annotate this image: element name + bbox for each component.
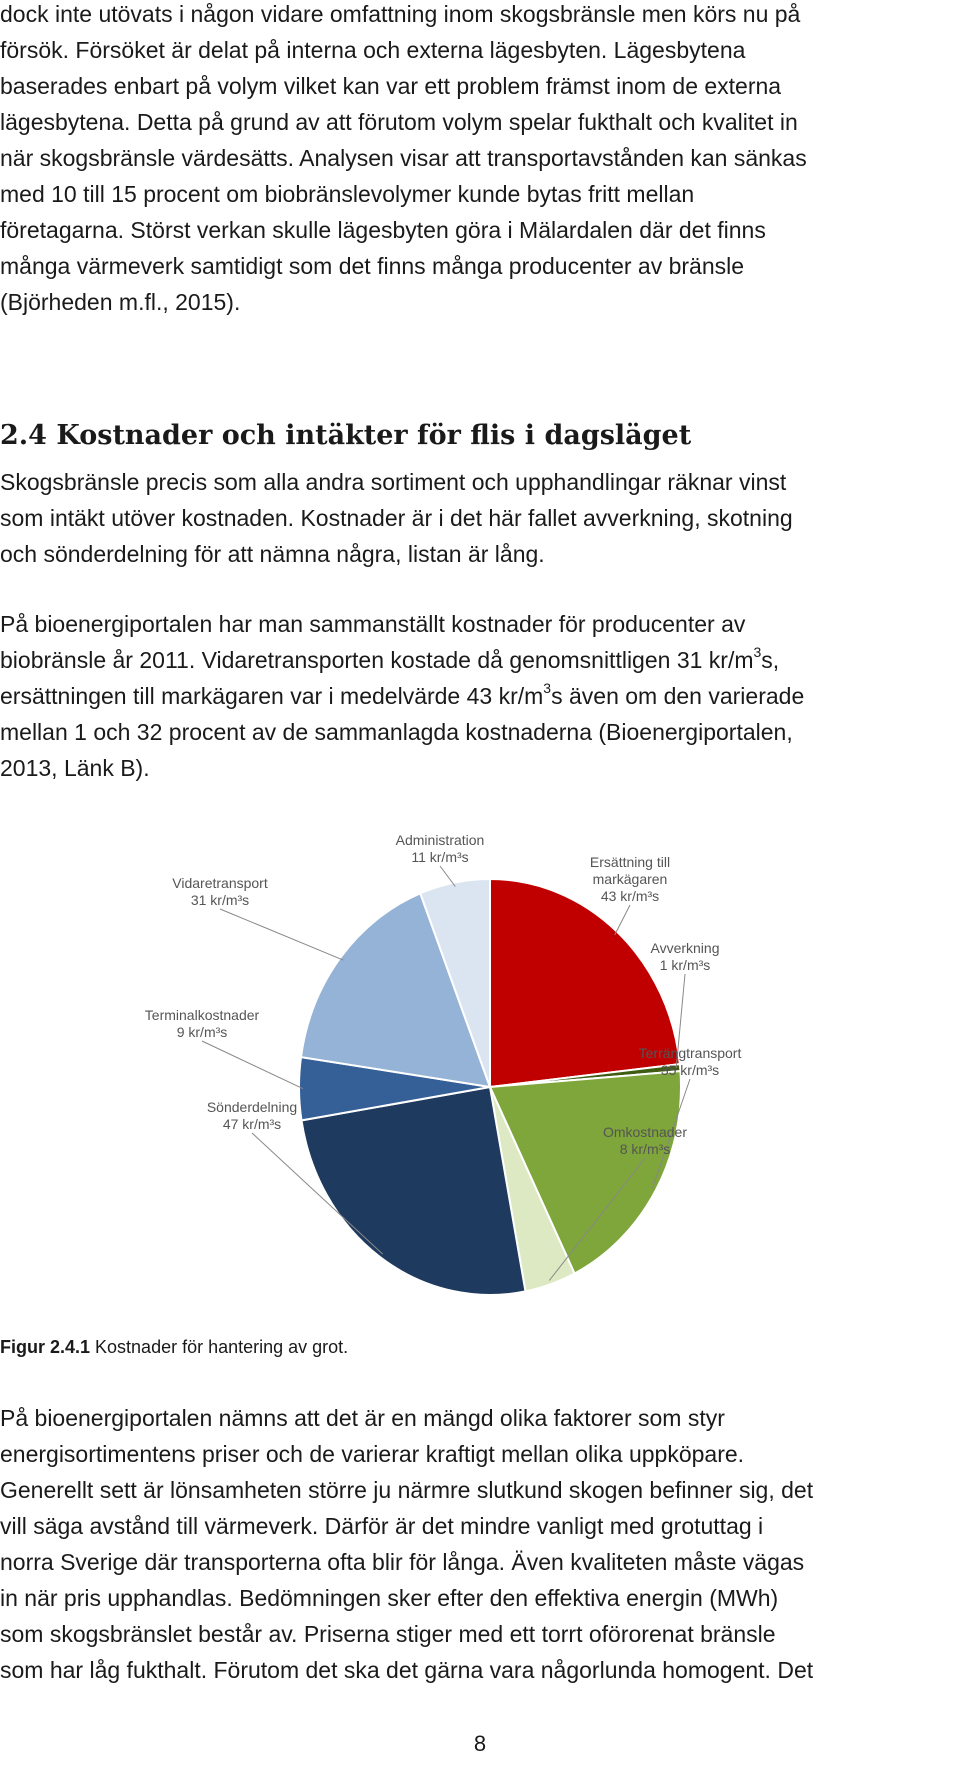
pie-slice-sonderdelning <box>301 1087 525 1295</box>
text-segment: ersättningen till markägaren var i medelvärde 43 kr/m <box>0 683 544 709</box>
figure-number: Figur 2.4.1 <box>0 1337 91 1357</box>
text-line <box>0 678 958 714</box>
cost-pie-chart <box>100 825 860 1335</box>
leader-line-ersattning <box>615 905 630 935</box>
pie-label-omkostnader: Omkostnader 8 kr/m³s <box>602 1124 688 1157</box>
leader-line-vidaretransport <box>220 909 344 960</box>
text-line: 2013, Länk B). <box>0 755 150 781</box>
page-number: 8 <box>473 1731 487 1756</box>
text-line: med 10 till 15 procent om biobränslevolymer kunde bytas fritt mellan <box>0 181 695 207</box>
text-line: när skogsbränsle värdesätts. Analysen visar att transportavstånden kan sänkas <box>0 145 807 171</box>
superscript: 3 <box>543 680 552 697</box>
text-line: mellan 1 och 32 procent av de sammanlagda kostnaderna (Bioenergiportalen, <box>0 719 793 745</box>
text-line: På bioenergiportalen har man sammanställt kostnader för producenter av <box>0 611 746 637</box>
pie-label-vidaretransport: Vidaretransport 31 kr/m³s <box>172 875 268 908</box>
text-line: norra Sverige där transporterna ofta blir för långa. Även kvaliteten måste vägas <box>0 1549 805 1575</box>
text-line: baserades enbart på volym vilket kan var ett problem främst inom de externa <box>0 73 782 99</box>
figure-caption-text: Kostnader för hantering av grot. <box>90 1337 349 1357</box>
superscript: 3 <box>753 644 762 661</box>
section-heading: 2.4 Kostnader och intäkter för flis i dagsläget <box>0 420 692 451</box>
text-line: som har låg fukthalt. Förutom det ska det gärna vara någorlunda homogent. Det <box>0 1657 814 1683</box>
text-line: företagarna. Störst verkan skulle lägesbyten göra i Mälardalen där det finns <box>0 217 766 243</box>
text-line: dock inte utövats i någon vidare omfattning inom skogsbränsle men körs nu på <box>0 1 801 27</box>
text-line: många värmeverk samtidigt som det finns många producenter av bränsle <box>0 253 745 279</box>
pie-label-sonderdelning: Sönderdelning 47 kr/m³s <box>206 1099 298 1132</box>
text-line: vill säga avstånd till värmeverk. Därför är det mindre vanligt med grotuttag i <box>0 1513 764 1539</box>
paragraph-pricing <box>0 1400 958 1688</box>
paragraph-costs-intro <box>0 464 958 572</box>
paragraph-bioenergiportalen <box>0 606 958 786</box>
text-line: och sönderdelning för att nämna några, listan är lång. <box>0 541 545 567</box>
pie-label-administration: Administration 11 kr/m³s <box>395 832 485 865</box>
text-line: På bioenergiportalen nämns att det är en mängd olika faktorer som styr <box>0 1405 725 1431</box>
intro-paragraph <box>0 0 958 320</box>
figure-caption <box>0 1337 348 1358</box>
text-segment: s även om den varierade <box>551 683 805 709</box>
text-line: försök. Försöket är delat på interna och externa lägesbyten. Lägesbytena <box>0 37 746 63</box>
text-line: som skogsbränslet består av. Priserna stiger med ett torrt oförorenat bränsle <box>0 1621 776 1647</box>
text-line: som intäkt utöver kostnaden. Kostnader är i det här fallet avverkning, skotning <box>0 505 793 531</box>
text-line: in när pris upphandlas. Bedömningen sker efter den effektiva energin (MWh) <box>0 1585 779 1611</box>
pie-label-avverkning: Avverkning 1 kr/m³s <box>650 940 720 973</box>
text-line: energisortimentens priser och de varierar kraftigt mellan olika uppköpare. <box>0 1441 745 1467</box>
text-segment: s, <box>761 647 780 673</box>
pie-slices <box>299 879 681 1295</box>
pie-label-terrangtransport: Terrängtransport 35 kr/m³s <box>638 1045 742 1078</box>
text-line: lägesbytena. Detta på grund av att förutom volym spelar fukthalt och kvalitet in <box>0 109 798 135</box>
text-line: (Björheden m.fl., 2015). <box>0 289 241 315</box>
pie-label-ersattning: Ersättning till markägaren 43 kr/m³s <box>589 854 671 904</box>
text-segment: biobränsle år 2011. Vidaretransporten kostade då genomsnittligen 31 kr/m <box>0 647 754 673</box>
text-line: Skogsbränsle precis som alla andra sortiment och upphandlingar räknar vinst <box>0 469 787 495</box>
text-line <box>0 642 958 678</box>
pie-label-terminalkostnader: Terminalkostnader 9 kr/m³s <box>144 1007 260 1040</box>
text-line: Generellt sett är lönsamheten större ju närmre slutkund skogen befinner sig, det <box>0 1477 814 1503</box>
leader-line-terminalkostnader <box>202 1041 303 1089</box>
